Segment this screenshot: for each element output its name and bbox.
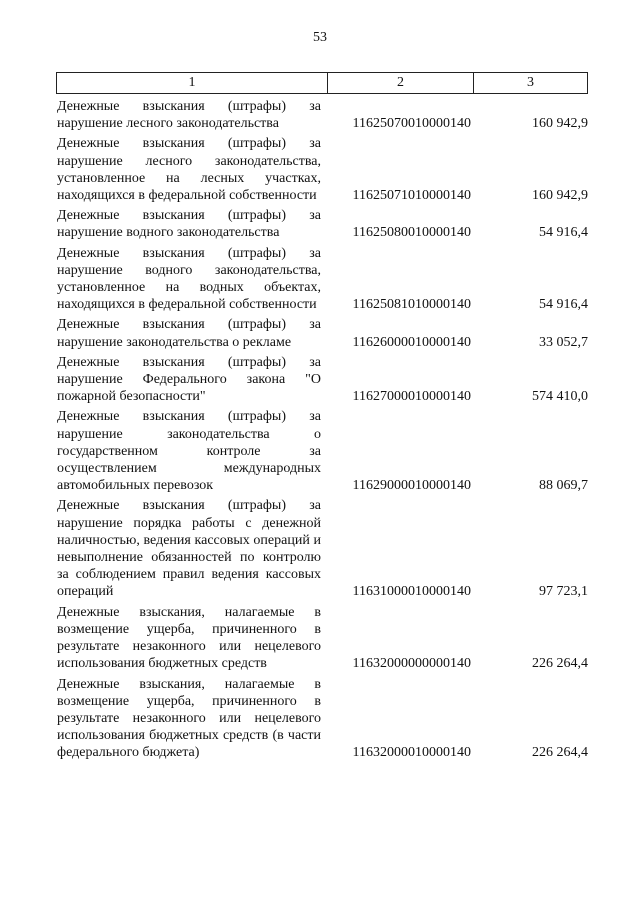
row-description: Денежные взыскания (штрафы) за нарушение Федерального закона "О пожарной безопасности" xyxy=(57,354,321,405)
table-row xyxy=(57,98,588,132)
header-col-1: 1 xyxy=(57,73,328,93)
row-description: Денежные взыскания, налагаемые в возмещение ущерба, причиненного в результате незаконного или нецелевого использования бюджетных средств xyxy=(57,604,321,672)
row-code: 11629000010000140 xyxy=(352,478,471,494)
row-amount: 54 916,4 xyxy=(539,225,588,241)
row-amount: 226 264,4 xyxy=(532,656,588,672)
table-row xyxy=(57,354,588,406)
row-description: Денежные взыскания (штрафы) за нарушение лесного законодательства, установленное на лесных участках, находящихся в федеральной собственности xyxy=(57,136,321,204)
table-row xyxy=(57,676,588,762)
row-code: 11625071010000140 xyxy=(352,188,471,204)
table-body xyxy=(57,98,588,765)
table-row xyxy=(57,245,588,314)
table-row xyxy=(57,497,588,600)
row-amount: 574 410,0 xyxy=(532,389,588,405)
row-amount: 88 069,7 xyxy=(539,478,588,494)
header-col-3: 3 xyxy=(527,75,534,90)
table-row xyxy=(57,135,588,204)
row-code: 11632000010000140 xyxy=(352,745,471,761)
row-description: Денежные взыскания (штрафы) за нарушение порядка работы с денежной наличностью, ведения кассовых операций и невыполнение обязанностей по контролю за соблюдением правил ведения кассовых операций xyxy=(57,498,321,600)
row-description: Денежные взыскания, налагаемые в возмещение ущерба, причиненного в результате незаконного или нецелевого использования бюджетных средств (в части федерального бюджета) xyxy=(57,676,321,761)
page-number: 53 xyxy=(313,30,327,45)
row-code: 11625070010000140 xyxy=(352,116,471,132)
row-description: Денежные взыскания (штрафы) за нарушение водного законодательства xyxy=(57,208,321,241)
row-amount: 97 723,1 xyxy=(539,584,588,600)
row-amount: 160 942,9 xyxy=(532,188,588,204)
row-description: Денежные взыскания (штрафы) за нарушение лесного законодательства xyxy=(57,99,321,132)
row-code: 11625081010000140 xyxy=(352,297,471,313)
row-code: 11625080010000140 xyxy=(352,225,471,241)
header-col-2: 2 xyxy=(328,73,474,93)
row-code: 11627000010000140 xyxy=(352,389,471,405)
row-amount: 226 264,4 xyxy=(532,745,588,761)
table-row xyxy=(57,408,588,494)
table-row xyxy=(57,316,588,350)
row-amount: 54 916,4 xyxy=(539,297,588,313)
table-row xyxy=(57,207,588,241)
row-code: 11626000010000140 xyxy=(352,334,471,350)
row-amount: 160 942,9 xyxy=(532,116,588,132)
row-description: Денежные взыскания (штрафы) за нарушение водного законодательства, установленное на водных объектах, находящихся в федеральной собственности xyxy=(57,245,321,313)
row-description: Денежные взыскания (штрафы) за нарушение законодательства о рекламе xyxy=(57,317,321,350)
row-amount: 33 052,7 xyxy=(539,334,588,350)
row-description: Денежные взыскания (штрафы) за нарушение законодательства о государственном контроле за осуществлением международных автомобильных перевозок xyxy=(57,409,321,494)
row-code: 11632000000000140 xyxy=(352,656,471,672)
row-code: 11631000010000140 xyxy=(352,584,471,600)
table-row xyxy=(57,604,588,673)
table-header xyxy=(56,72,588,94)
